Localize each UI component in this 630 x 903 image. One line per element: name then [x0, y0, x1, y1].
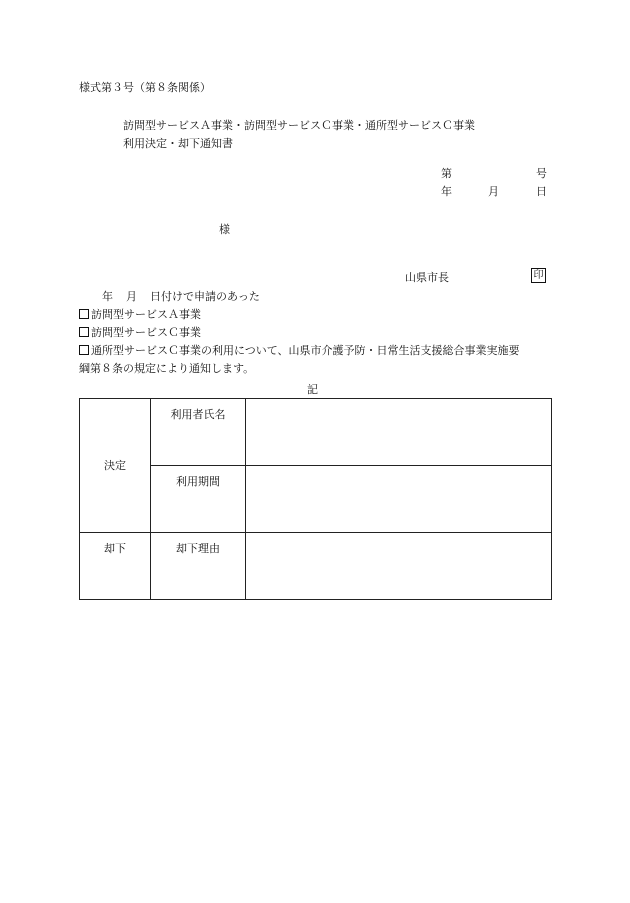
- checkbox-label: 訪問型サービスＡ事業: [91, 308, 201, 321]
- period-label: 利用期間: [151, 466, 246, 533]
- checkbox-label: 訪問型サービスＣ事業: [91, 326, 201, 339]
- checkbox-icon[interactable]: [79, 345, 89, 355]
- reason-label: 却下理由: [151, 533, 246, 600]
- seal-mark: 印: [531, 268, 546, 283]
- period-field[interactable]: [246, 466, 552, 533]
- decision-table: [79, 398, 552, 600]
- checkbox-item-visit-c[interactable]: [79, 327, 201, 338]
- issue-date-year: 年: [441, 185, 452, 198]
- user-name-field[interactable]: [246, 399, 552, 466]
- body-text-line2: 綱第８条の規定により通知します。: [79, 362, 255, 375]
- sender-title: 山県市長: [405, 271, 449, 284]
- reason-field[interactable]: [246, 533, 552, 600]
- application-date-text: 日付けで申請のあった: [150, 290, 260, 303]
- issue-date-month: 月: [488, 185, 499, 198]
- addressee-honorific: 様: [219, 223, 230, 236]
- table-row: [80, 533, 552, 600]
- table-row: [80, 466, 552, 533]
- checkbox-icon[interactable]: [79, 309, 89, 319]
- user-name-label: 利用者氏名: [151, 399, 246, 466]
- document-title-line2: 利用決定・却下通知書: [123, 137, 233, 150]
- checkbox-item-daycare-c[interactable]: [79, 345, 520, 356]
- doc-number-suffix: 号: [536, 167, 547, 180]
- checkbox-icon[interactable]: [79, 327, 89, 337]
- application-month: 月: [126, 290, 137, 303]
- application-year: 年: [102, 290, 113, 303]
- form-number: 様式第３号（第８条関係）: [79, 81, 211, 94]
- document-title-line1: 訪問型サービスＡ事業・訪問型サービスＣ事業・通所型サービスＣ事業: [123, 119, 475, 132]
- doc-number-label: 第: [441, 167, 452, 180]
- ki-heading: 記: [307, 383, 318, 396]
- checkbox-item-visit-a[interactable]: [79, 309, 201, 320]
- issue-date-day: 日: [536, 185, 547, 198]
- checkbox-label: 通所型サービスＣ事業の利用について、山県市介護予防・日常生活支援総合事業実施要: [91, 344, 520, 357]
- decision-label: 決定: [80, 399, 151, 533]
- table-row: [80, 399, 552, 466]
- rejection-label: 却下: [80, 533, 151, 600]
